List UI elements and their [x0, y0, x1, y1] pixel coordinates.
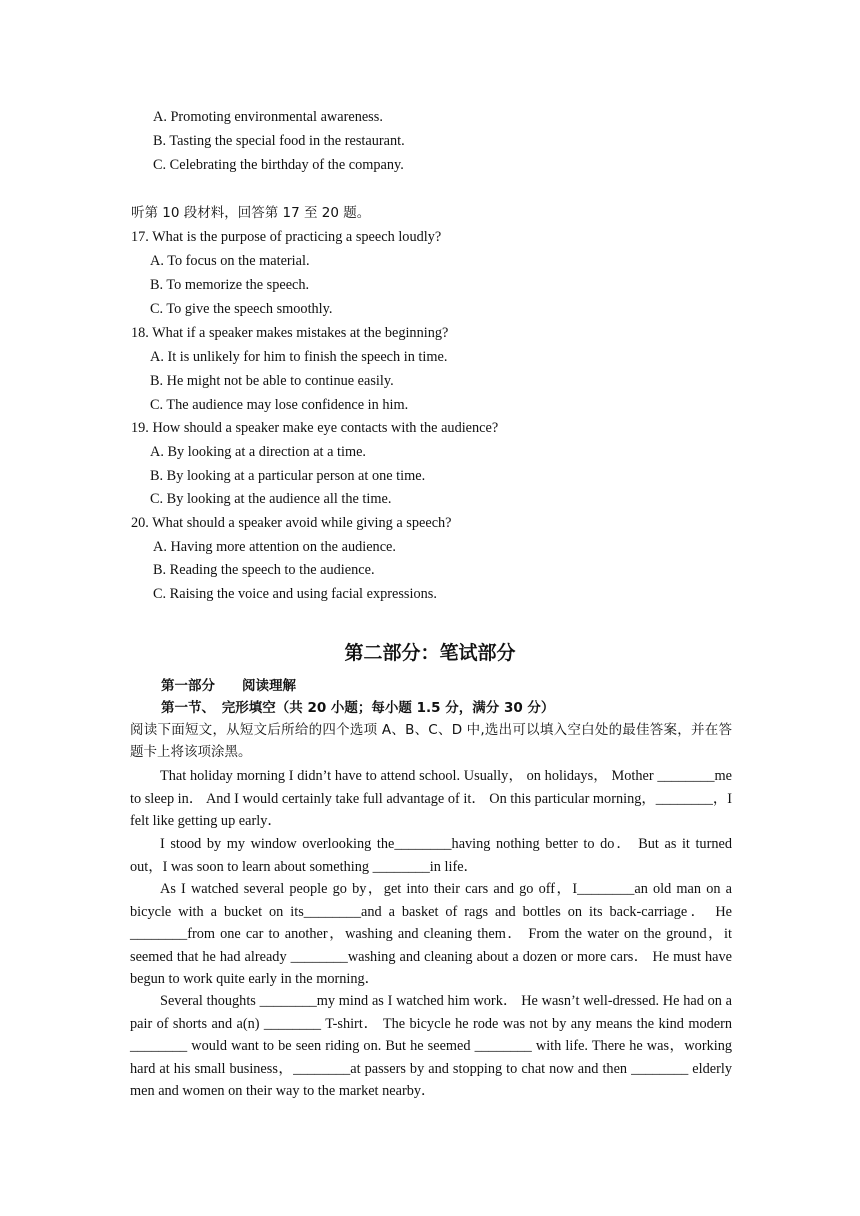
question-20-option-c: C. Raising the voice and using facial expressions. [153, 586, 437, 602]
question-18-option-b: B. He might not be able to continue easily. [150, 373, 394, 389]
question-18-option-c: C. The audience may lose confidence in him. [150, 397, 409, 413]
question-18-stem: 18. What if a speaker makes mistakes at the beginning? [131, 325, 449, 341]
q16-option-b: B. Tasting the special food in the restaurant. [153, 133, 405, 149]
passage-paragraph-3: As I watched several people go by，get into their cars and go off，I________an old man on a bicycle with a bucket on its________and a basket of rags and bottles on its back-carriage． He ________from one car to another，washing and cleaning them． From the water on the ground，it seemed that he had already ________washing and cleaning about a dozen or more cars． He must have begun to work quite early in the morning． [130, 881, 732, 987]
question-19-option-c: C. By looking at the audience all the time. [150, 491, 392, 507]
question-20-option-a: A. Having more attention on the audience. [153, 539, 396, 555]
q16-option-c: C. Celebrating the birthday of the company. [153, 157, 404, 173]
question-18-option-a: A. It is unlikely for him to finish the speech in time. [150, 349, 448, 365]
passage-paragraph-4: Several thoughts ________my mind as I watched him work． He wasn’t well-dressed. He had on a pair of shorts and a(n) ________ T-shirt． The bicycle he rode was not by any means the kind modern ________ would want to be seen riding on. But he seemed ________ with life. There he was，working hard at his small business，________at passers by and stopping to chat now and then ________ elderly men and women on their way to the market nearby． [130, 993, 750, 1099]
part2-heading: 第二部分：笔试部分 [344, 642, 516, 664]
question-17-option-a: A. To focus on the material. [150, 253, 310, 269]
passage-paragraph-2: I stood by my window overlooking the________having nothing better to do． But as it turned out，I was soon to learn about something ________in life． [130, 836, 732, 875]
cloze-section-title: 第一节、 完形填空（共 20 小题；每小题 1.5 分，满分 30 分） [161, 700, 555, 716]
passage-paragraph-1: That holiday morning I didn’t have to attend school. Usually， on holidays， Mother ________me to sleep in． And I would certainly take full advantage of it． On this particular morning，________，I felt like getting up early． [130, 768, 732, 829]
section10-instruction: 听第 10 段材料，回答第 17 至 20 题。 [131, 205, 371, 221]
q16-option-a: A. Promoting environmental awareness. [153, 109, 383, 125]
question-19-stem: 19. How should a speaker make eye contacts with the audience? [131, 420, 499, 436]
question-20-stem: 20. What should a speaker avoid while giving a speech? [131, 515, 452, 531]
question-17-option-b: B. To memorize the speech. [150, 277, 310, 293]
cloze-instruction: 阅读下面短文，从短文后所给的四个选项 A、B、C、D 中,选出可以填入空白处的最佳答案，并在答题卡上将该项涂黑。 [130, 722, 732, 760]
question-19-option-a: A. By looking at a direction at a time. [150, 444, 366, 460]
reading-section-title: 第一部分 阅读理解 [161, 678, 296, 694]
question-19-option-b: B. By looking at a particular person at one time. [150, 468, 426, 484]
question-20-option-b: B. Reading the speech to the audience. [153, 562, 375, 578]
question-17-option-c: C. To give the speech smoothly. [150, 301, 333, 317]
question-17-stem: 17. What is the purpose of practicing a speech loudly? [131, 229, 442, 245]
